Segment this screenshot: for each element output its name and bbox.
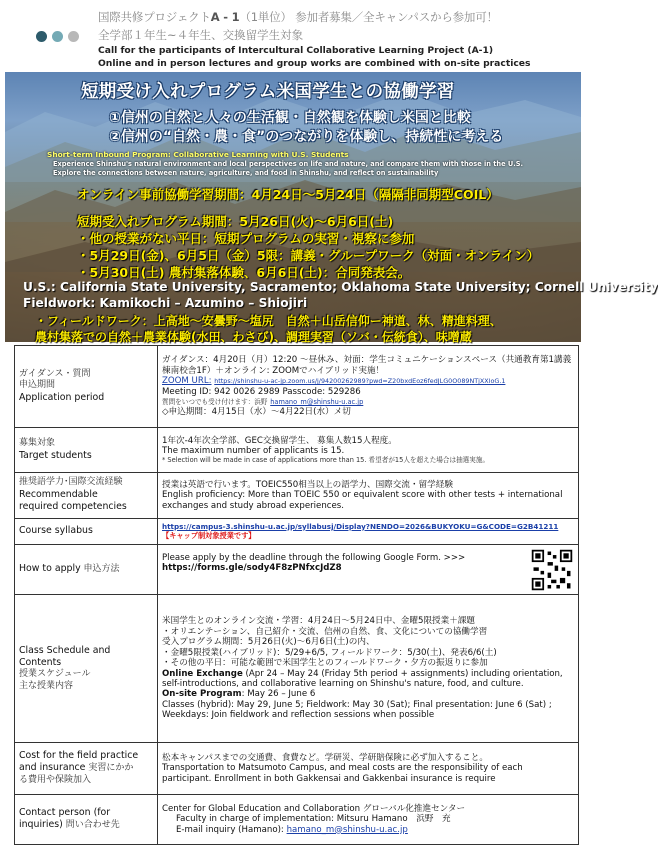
label-apply-en: How to apply [19,563,81,575]
label-cost-ja-1: 実習にかか [88,763,134,774]
table-row-apply [15,545,579,595]
table-row-target [15,428,579,473]
label-contact-en-2: inquiries) [19,819,63,831]
target-max: The maximum number of applicants is 15. [162,445,345,456]
project-code: A - 1 [210,10,240,24]
value-competencies [158,473,579,519]
question-email-link[interactable]: hamano_m@shinshu-u.ac.jp [270,397,364,406]
banner-english-line-2: Explore the connections between nature, agriculture, and food in Shinshu, and reflect on sustainability [53,169,439,177]
decorative-dots [36,31,79,42]
label-schedule-en-2: Contents [19,656,62,668]
schedule-ja-2: ・オリエンテーション、自己紹介・交流、信州の自然、食、文化についての協働学習 [162,626,488,637]
label-cost-en-1: Cost for the field practice [19,750,139,762]
dot-dark [36,31,47,42]
label-period-en: Application period [19,392,105,404]
label-period-ja: 申込期間 [19,380,56,391]
target-ja: 1年次-4年次全学部、GEC交換留学生、 募集人数15人程度。 [162,435,397,446]
label-schedule-ja-1: 授業スケジュール [19,669,91,680]
label-language-en-1: Recommendable [19,489,98,501]
label-schedule-en-1: Class Schedule and [19,644,111,656]
banner-subtitle-2: ②信州の“自然・農・食”のつながりを体験し、持続性に考える [109,129,504,145]
cost-en: Transportation to Matsumoto Campus, and meal costs are the responsibility of each participant. Enrollment in both Gakkensai and Gakkenbai insurance is require [162,763,523,784]
table-row-contact [15,795,579,845]
schedule-bullet-2: ・5月29日(金)、6月5日（金）5限：講義・グループワーク（対面・オンライン） [77,248,540,263]
value-cost [158,743,579,795]
label-syllabus-en: Course syllabus [19,525,93,537]
onsite-classes: Classes (hybrid): May 29, June 5; Fieldwork: May 30 (Sat); Final presentation: June 6 (Sat) ; Weekdays: Join fieldwork and reflection sessions when possible [162,699,552,721]
meeting-id: Meeting ID: 942 0026 2989 Passcode: 529286 [162,386,361,397]
language-en: English proficiency: More than TOEIC 550 or equivalent score with other tests + international exchanges and study abroad experiences. [162,490,563,511]
schedule-ja-4: ・金曜5限授業(ハイブリッド)：5/29+6/5, フィールドワーク：5/30(土)、発表6/6(土) [162,647,497,658]
table-row-schedule [15,595,579,743]
zoom-link[interactable]: https://shinshu-u-ac-jp.zoom.us/j/94200262989?pwd=Z20bxdEoz6fedJLG0O089NTjXXloG.1 [214,377,506,386]
label-contact-en-1: Contact person (for [19,807,111,819]
page-header [0,0,586,72]
value-syllabus [158,519,579,545]
label-language-ja: 推奨語学力･国際交流経験 [19,477,123,488]
cost-ja: 松本キャンパスまでの交通費、食費など。学研災、学研賠保険に必ず加入すること。 [162,752,488,763]
table-row-application [15,346,579,428]
value-schedule [158,595,579,743]
table-row-competencies [15,473,579,519]
qr-code-icon[interactable] [530,548,574,592]
label-application-period [15,346,158,428]
language-ja: 授業は英語で行います。TOEIC550相当以上の語学力、国際交流・留学経験 [162,479,453,490]
header-rest: （1単位） 参加者募集／全キャンパスから参加可！ [239,10,498,24]
label-target-ja: 募集対象 [19,438,56,449]
dot-gray [68,31,79,42]
label-target-en: Target students [19,449,92,461]
value-target-students [158,428,579,473]
online-exchange-heading: Online Exchange [162,668,243,679]
contact-faculty: Faculty in charge of implementation: Mitsuru Hamano 浜野 充 [176,814,451,825]
fieldwork-detail-2: 農村集落での自然＋農業体験(水田、わさび)、調理実習（ソバ・伝統食）、味噌蔵 [35,330,472,344]
label-competencies [15,473,158,519]
label-contact [15,795,158,845]
header-line-2: 全学部１年生~４年生、交換留学生対象 [98,28,304,42]
label-cost-en-2: and insurance [19,762,86,774]
banner-subtitle-1: ①信州の自然と人々の生活観・自然観を体験し米国と比較 [109,110,471,126]
fieldwork-detail-1: ・フィールドワーク：上高地～安曇野～塩尻 自然＋山岳信仰ー神道、林、精進料理、 [35,314,502,328]
value-application-period [158,346,579,428]
google-form-link[interactable]: https://forms.gle/sody4F8zPNfxcJdZ8 [162,563,342,574]
zoom-url-label[interactable]: ZOOM URL: [162,376,212,387]
label-syllabus [15,519,158,545]
contact-email-label: E-mail inquiry (Hamano): [176,824,284,835]
apply-instructions: Please apply by the deadline through the following Google Form. >>> [162,553,466,563]
header-prefix: 国際共修プロジェクト [98,10,211,24]
dot-teal [52,31,63,42]
table-row-syllabus [15,519,579,545]
label-cost [15,743,158,795]
question-note: 質問をいつでも受け付けます：浜野 [162,397,268,406]
contact-center: Center for Global Education and Collaboration グローバル化推進センター [162,803,466,814]
contact-email-link[interactable]: hamano_m@shinshu-u.ac.jp [286,824,408,835]
schedule-bullet-1: ・他の授業がない平日：短期プログラムの実習・視察に参加 [77,231,415,246]
onsite-program-dates: : May 26 – June 6 [241,689,316,700]
schedule-ja-3: 受入プログラム期間：5月26日(火)～6月6日(土)の内、 [162,637,375,648]
label-cost-ja-2: る費用や保険加入 [19,775,92,786]
short-program-period: 短期受入れプログラム期間：5月26日(火)～6月6日(土) [77,214,394,229]
partner-universities: U.S.: California State University, Sacramento; Oklahoma State University; Cornell University [23,280,658,294]
label-how-to-apply [15,545,158,595]
header-line-3: Call for the participants of Intercultural Collaborative Learning Project (A-1) [98,45,494,56]
banner-english-title: Short-term Inbound Program: Collaborative Learning with U.S. Students [47,150,349,159]
label-contact-ja: 問い合わせ先 [65,820,120,831]
label-apply-ja: 申込方法 [83,564,120,575]
label-guidance-ja: ガイダンス・質問 [19,368,91,379]
banner-english-line-1: Experience Shinshu's natural environment and local perspectives on life and nature, and compare them with those in the U.S. [53,160,523,168]
program-info-table [14,345,579,845]
value-contact [158,795,579,845]
schedule-bullet-3: ・5月30日(土) 農村集落体験、6月6日(土)：合同発表会。 [77,265,411,280]
onsite-program-heading: On-site Program [162,689,242,700]
syllabus-link[interactable]: https://campus-3.shinshu-u.ac.jp/syllabusj/Display?NENDO=2026&BUKYOKU=G&CODE=G2B41211 [162,521,559,531]
schedule-ja-5: ・その他の平日：可能な範囲で米国学生とのフィールドワーク・夕方の振返りに参加 [162,658,488,669]
program-banner [5,72,658,344]
cap-system-note: 【キャップ制対象授業です】 [162,530,256,540]
schedule-ja-1: 米国学生とのオンライン交流・学習：4月24日～5月24日中、金曜5限授業＋課題 [162,616,476,627]
label-language-en-2: required competencies [19,501,127,513]
header-text [98,9,582,69]
target-selection-note: * Selection will be made in case of applications more than 15. 希望者が15人を超えた場合は抽選実施。 [162,456,490,465]
online-period: オンライン事前協働学習期間：4月24日～5月24日（隔隔非同期型COIL） [77,187,499,202]
value-how-to-apply [158,545,579,595]
header-line-4: Online and in person lectures and group works are combined with on-site practices [98,58,531,69]
label-schedule [15,595,158,743]
fieldwork-locations: Fieldwork: Kamikochi – Azumino – Shiojiri [23,296,308,310]
guidance-details: ガイダンス：4月20日（月）12:20 ～昼休み、対面：学生コミュニケーションスペース（共通教育第1講義棟南校舎1F）＋オンライン: ZOOMでハイブリッド実施！ [162,355,572,376]
label-schedule-ja-2: 主な授業内容 [19,680,74,691]
banner-title: 短期受け入れプログラム米国学生との協働学習 [81,82,455,102]
label-target-students [15,428,158,473]
application-deadline: ◇申込期間：4月15日（水）～4月22日(水）メ切 [162,407,351,418]
online-exchange-desc: (Apr 24 – May 24 (Friday 5th period + assignments) including orientation, self-introductions, and collaborative learning on Shinshu's nature, food, and culture. [162,668,563,689]
header-line-1 [98,9,582,25]
table-row-cost [15,743,579,795]
